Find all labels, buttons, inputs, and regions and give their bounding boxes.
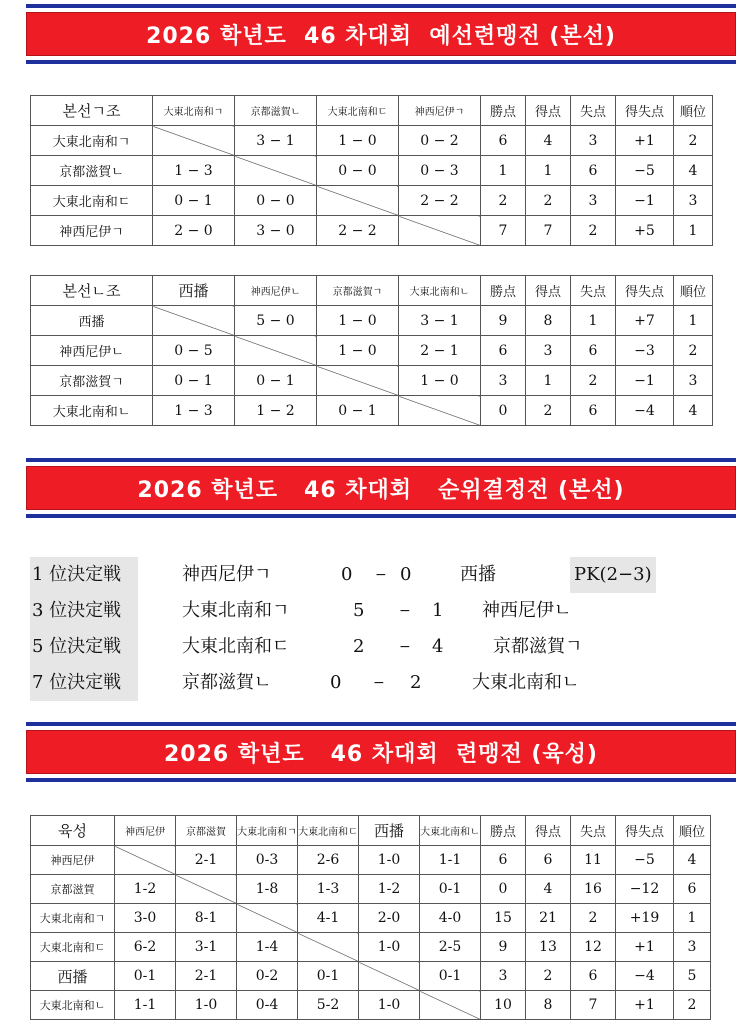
stat-value: 6 <box>571 336 616 366</box>
stat-column-header: 得点 <box>526 276 571 306</box>
ranking-row <box>30 629 710 665</box>
team-name: 大東北南和ㄱ <box>31 126 153 156</box>
stat-value: 6 <box>481 126 526 156</box>
match-score: 3-1 <box>176 933 237 962</box>
stat-value: +1 <box>616 991 674 1020</box>
stat-value: 3 <box>481 366 526 396</box>
team-name: 京都滋賀ㄴ <box>31 156 153 186</box>
stat-column-header: 順位 <box>674 96 713 126</box>
diagonal-cell <box>176 875 237 904</box>
stat-value: 6 <box>674 875 711 904</box>
match-score: 1-0 <box>359 846 420 875</box>
match-score: 6-2 <box>115 933 176 962</box>
table-row <box>31 366 713 396</box>
stat-value: 16 <box>571 875 616 904</box>
team-column-header: 西播 <box>153 276 235 306</box>
team-column-header: 神西尼伊 <box>115 816 176 846</box>
match-score: 1 − 3 <box>153 156 235 186</box>
match-score: 2 − 2 <box>399 186 481 216</box>
stat-column-header: 得点 <box>526 816 571 846</box>
ranking-label: 7 位決定戦 <box>30 665 138 701</box>
match-score: 1-4 <box>237 933 298 962</box>
group-label: 본선ㄱ조 <box>31 96 153 126</box>
stat-value: 5 <box>674 962 711 991</box>
score-2: 1 <box>432 600 444 621</box>
team-name: 京都滋賀ㄱ <box>31 366 153 396</box>
diagonal-cell <box>153 306 235 336</box>
table-row <box>31 846 711 875</box>
team-name: 京都滋賀 <box>31 875 115 904</box>
stat-value: 2 <box>526 962 571 991</box>
match-score: 0-1 <box>420 962 481 991</box>
diagonal-cell <box>317 186 399 216</box>
stat-value: 12 <box>571 933 616 962</box>
stat-value: 4 <box>526 126 571 156</box>
table-row <box>31 306 713 336</box>
stat-value: −5 <box>616 156 674 186</box>
group-label: 본선ㄴ조 <box>31 276 153 306</box>
stat-value: 1 <box>526 156 571 186</box>
match-score: 1 − 2 <box>235 396 317 426</box>
match-score: 0-1 <box>115 962 176 991</box>
score-1: 5 <box>353 600 365 621</box>
stat-value: 3 <box>674 366 713 396</box>
match-score: 8-1 <box>176 904 237 933</box>
table-row <box>31 904 711 933</box>
match-score: 4-0 <box>420 904 481 933</box>
team-column-header: 大東北南和ㄱ <box>153 96 235 126</box>
match-score: 0-1 <box>420 875 481 904</box>
diagonal-cell <box>235 156 317 186</box>
stat-value: 9 <box>481 933 526 962</box>
match-score: 0 − 1 <box>235 366 317 396</box>
stat-value: 6 <box>571 156 616 186</box>
match-score: 1 − 0 <box>317 126 399 156</box>
table-row <box>31 396 713 426</box>
match-score: 4-1 <box>298 904 359 933</box>
match-score: 2 − 1 <box>399 336 481 366</box>
stat-value: 11 <box>571 846 616 875</box>
match-score: 2-0 <box>359 904 420 933</box>
stat-value: 7 <box>481 216 526 246</box>
stat-value: −5 <box>616 846 674 875</box>
banner-preliminary-title: 2026 학년도 46 차대회 예선련맹전 (본선) <box>26 12 736 56</box>
stat-value: 7 <box>526 216 571 246</box>
team-name: 大東北南和ㄷ <box>31 186 153 216</box>
team-name: 神西尼伊 <box>31 846 115 875</box>
stat-value: 0 <box>481 875 526 904</box>
stat-value: 21 <box>526 904 571 933</box>
diagonal-cell <box>420 991 481 1020</box>
table-row <box>31 991 711 1020</box>
stat-value: 3 <box>674 186 713 216</box>
league-table-development <box>30 815 711 1020</box>
stat-column-header: 得失点 <box>616 816 674 846</box>
diagonal-cell <box>237 904 298 933</box>
stat-value: 3 <box>526 336 571 366</box>
stat-value: 3 <box>674 933 711 962</box>
ranking-row <box>30 665 710 701</box>
diagonal-cell <box>399 216 481 246</box>
score-2: 4 <box>432 636 444 657</box>
ranking-label: 3 位決定戦 <box>30 593 138 629</box>
diagonal-cell <box>115 846 176 875</box>
banner-ranking-title: 2026 학년도 46 차대회 순위결정전 (본선) <box>26 466 736 510</box>
team-name: 大東北南和ㄴ <box>31 396 153 426</box>
match-score: 2 − 2 <box>317 216 399 246</box>
match-score: 2-1 <box>176 962 237 991</box>
stat-column-header: 勝点 <box>481 816 526 846</box>
ranking-label: 1 位決定戦 <box>30 557 138 593</box>
team-name: 神西尼伊ㄱ <box>31 216 153 246</box>
stat-column-header: 順位 <box>674 816 711 846</box>
diagonal-cell <box>359 962 420 991</box>
stat-value: −4 <box>616 962 674 991</box>
table-row <box>31 156 713 186</box>
match-score: 0-1 <box>298 962 359 991</box>
team-column-header: 京都滋賀ㄱ <box>317 276 399 306</box>
match-score: 1 − 0 <box>317 306 399 336</box>
stat-value: 3 <box>481 962 526 991</box>
team-column-header: 京都滋賀 <box>176 816 237 846</box>
ranking-row <box>30 593 710 629</box>
section-header-preliminary <box>26 4 736 64</box>
match-score: 1-0 <box>176 991 237 1020</box>
team-name: 西播 <box>31 962 115 991</box>
score-dash: − <box>373 675 385 691</box>
stat-value: 2 <box>674 336 713 366</box>
stat-value: 2 <box>526 186 571 216</box>
team-column-header: 大東北南和ㄴ <box>420 816 481 846</box>
match-score: 1-2 <box>359 875 420 904</box>
match-score: 1-0 <box>359 991 420 1020</box>
team-name: 大東北南和ㄷ <box>31 933 115 962</box>
stat-value: 0 <box>481 396 526 426</box>
section-header-development <box>26 722 736 782</box>
stat-value: 6 <box>571 396 616 426</box>
stat-value: 6 <box>526 846 571 875</box>
ranking-row <box>30 557 710 593</box>
league-table-group-a <box>30 95 713 246</box>
stat-value: 4 <box>674 156 713 186</box>
table-row <box>31 216 713 246</box>
match-score: 1-0 <box>359 933 420 962</box>
stat-value: 2 <box>481 186 526 216</box>
stat-value: 4 <box>674 396 713 426</box>
match-score: 5 − 0 <box>235 306 317 336</box>
score-dash: − <box>399 639 411 655</box>
match-score: 2-6 <box>298 846 359 875</box>
ranking-results <box>30 557 710 701</box>
stat-value: 1 <box>674 216 713 246</box>
match-score: 0-3 <box>237 846 298 875</box>
score-dash: − <box>399 603 411 619</box>
diagonal-cell <box>235 336 317 366</box>
stat-value: 2 <box>674 126 713 156</box>
stat-value: 4 <box>674 846 711 875</box>
stat-value: 10 <box>481 991 526 1020</box>
stat-value: 8 <box>526 991 571 1020</box>
table-header-row <box>31 816 711 846</box>
stat-value: 6 <box>481 336 526 366</box>
stat-column-header: 失点 <box>571 276 616 306</box>
score-dash: − <box>375 567 387 583</box>
stat-value: 13 <box>526 933 571 962</box>
match-score: 0 − 1 <box>153 186 235 216</box>
team-column-header: 大東北南和ㄴ <box>399 276 481 306</box>
score-1: 2 <box>353 636 365 657</box>
team-2: 京都滋賀ㄱ <box>493 636 583 657</box>
stat-value: 1 <box>674 306 713 336</box>
stat-value: 2 <box>571 216 616 246</box>
stat-value: 2 <box>674 991 711 1020</box>
match-score: 0 − 1 <box>153 366 235 396</box>
table-row <box>31 126 713 156</box>
stat-value: 1 <box>481 156 526 186</box>
stat-column-header: 得失点 <box>616 96 674 126</box>
stat-value: +19 <box>616 904 674 933</box>
match-score: 5-2 <box>298 991 359 1020</box>
diagonal-cell <box>399 396 481 426</box>
stat-value: 3 <box>571 186 616 216</box>
team-2: 大東北南和ㄴ <box>472 672 580 693</box>
match-score: 1-8 <box>237 875 298 904</box>
stat-value: +1 <box>616 933 674 962</box>
team-column-header: 神西尼伊ㄱ <box>399 96 481 126</box>
team-column-header: 大東北南和ㄱ <box>237 816 298 846</box>
stat-column-header: 失点 <box>571 816 616 846</box>
stat-value: −1 <box>616 366 674 396</box>
stat-value: −1 <box>616 186 674 216</box>
section-header-ranking <box>26 458 736 518</box>
match-score: 3 − 1 <box>399 306 481 336</box>
stat-value: 2 <box>526 396 571 426</box>
table-row <box>31 336 713 366</box>
match-score: 0 − 1 <box>317 396 399 426</box>
stat-value: 6 <box>481 846 526 875</box>
stat-value: 3 <box>571 126 616 156</box>
score-2: 0 <box>400 564 412 585</box>
stat-value: 15 <box>481 904 526 933</box>
group-label: 육성 <box>31 816 115 846</box>
stat-column-header: 順位 <box>674 276 713 306</box>
match-score: 2-5 <box>420 933 481 962</box>
match-score: 0 − 2 <box>399 126 481 156</box>
match-score: 3 − 0 <box>235 216 317 246</box>
match-score: 1 − 0 <box>317 336 399 366</box>
team-name: 神西尼伊ㄴ <box>31 336 153 366</box>
stat-value: −12 <box>616 875 674 904</box>
match-score: 0 − 0 <box>235 186 317 216</box>
score-1: 0 <box>341 564 353 585</box>
match-score: 3-0 <box>115 904 176 933</box>
team-column-header: 大東北南和ㄷ <box>317 96 399 126</box>
team-2: 西播 <box>460 564 496 585</box>
match-score: 0-2 <box>237 962 298 991</box>
match-score: 1 − 3 <box>153 396 235 426</box>
stat-column-header: 勝点 <box>481 276 526 306</box>
table-row <box>31 875 711 904</box>
match-score: 1-1 <box>420 846 481 875</box>
stat-value: 2 <box>571 904 616 933</box>
table-row <box>31 186 713 216</box>
stat-value: 9 <box>481 306 526 336</box>
stat-value: +5 <box>616 216 674 246</box>
match-score: 1 − 0 <box>399 366 481 396</box>
stat-value: +7 <box>616 306 674 336</box>
banner-development-title: 2026 학년도 46 차대회 련맹전 (육성) <box>26 730 736 774</box>
diagonal-cell <box>317 366 399 396</box>
stat-column-header: 得点 <box>526 96 571 126</box>
score-1: 0 <box>330 672 342 693</box>
stat-value: −4 <box>616 396 674 426</box>
team-name: 西播 <box>31 306 153 336</box>
stat-value: 8 <box>526 306 571 336</box>
table-header-row <box>31 96 713 126</box>
diagonal-cell <box>298 933 359 962</box>
stat-column-header: 失点 <box>571 96 616 126</box>
stat-value: 6 <box>571 962 616 991</box>
match-score: 0 − 0 <box>317 156 399 186</box>
table-row <box>31 962 711 991</box>
team-2: 神西尼伊ㄴ <box>482 600 572 621</box>
stat-column-header: 得失点 <box>616 276 674 306</box>
stat-value: 4 <box>526 875 571 904</box>
match-score: 1-1 <box>115 991 176 1020</box>
team-column-header: 大東北南和ㄷ <box>298 816 359 846</box>
team-column-header: 京都滋賀ㄴ <box>235 96 317 126</box>
team-1: 大東北南和ㄷ <box>182 636 290 657</box>
stat-value: −3 <box>616 336 674 366</box>
table-header-row <box>31 276 713 306</box>
match-score: 1-3 <box>298 875 359 904</box>
ranking-label: 5 位決定戦 <box>30 629 138 665</box>
match-score: 2-1 <box>176 846 237 875</box>
match-score: 0 − 5 <box>153 336 235 366</box>
stat-value: 7 <box>571 991 616 1020</box>
score-2: 2 <box>410 672 422 693</box>
team-column-header: 西播 <box>359 816 420 846</box>
stat-value: 2 <box>571 366 616 396</box>
stat-value: 1 <box>674 904 711 933</box>
team-1: 京都滋賀ㄴ <box>182 672 272 693</box>
team-name: 大東北南和ㄴ <box>31 991 115 1020</box>
match-score: 1-2 <box>115 875 176 904</box>
team-1: 神西尼伊ㄱ <box>182 564 272 585</box>
table-row <box>31 933 711 962</box>
match-score: 0-4 <box>237 991 298 1020</box>
stat-value: +1 <box>616 126 674 156</box>
league-table-group-b <box>30 275 713 426</box>
stat-value: 1 <box>571 306 616 336</box>
team-name: 大東北南和ㄱ <box>31 904 115 933</box>
stat-column-header: 勝点 <box>481 96 526 126</box>
match-score: 3 − 1 <box>235 126 317 156</box>
penalty-note: PK(2−3) <box>570 557 656 593</box>
team-column-header: 神西尼伊ㄴ <box>235 276 317 306</box>
diagonal-cell <box>153 126 235 156</box>
match-score: 2 − 0 <box>153 216 235 246</box>
team-1: 大東北南和ㄱ <box>182 600 290 621</box>
match-score: 0 − 3 <box>399 156 481 186</box>
stat-value: 1 <box>526 366 571 396</box>
